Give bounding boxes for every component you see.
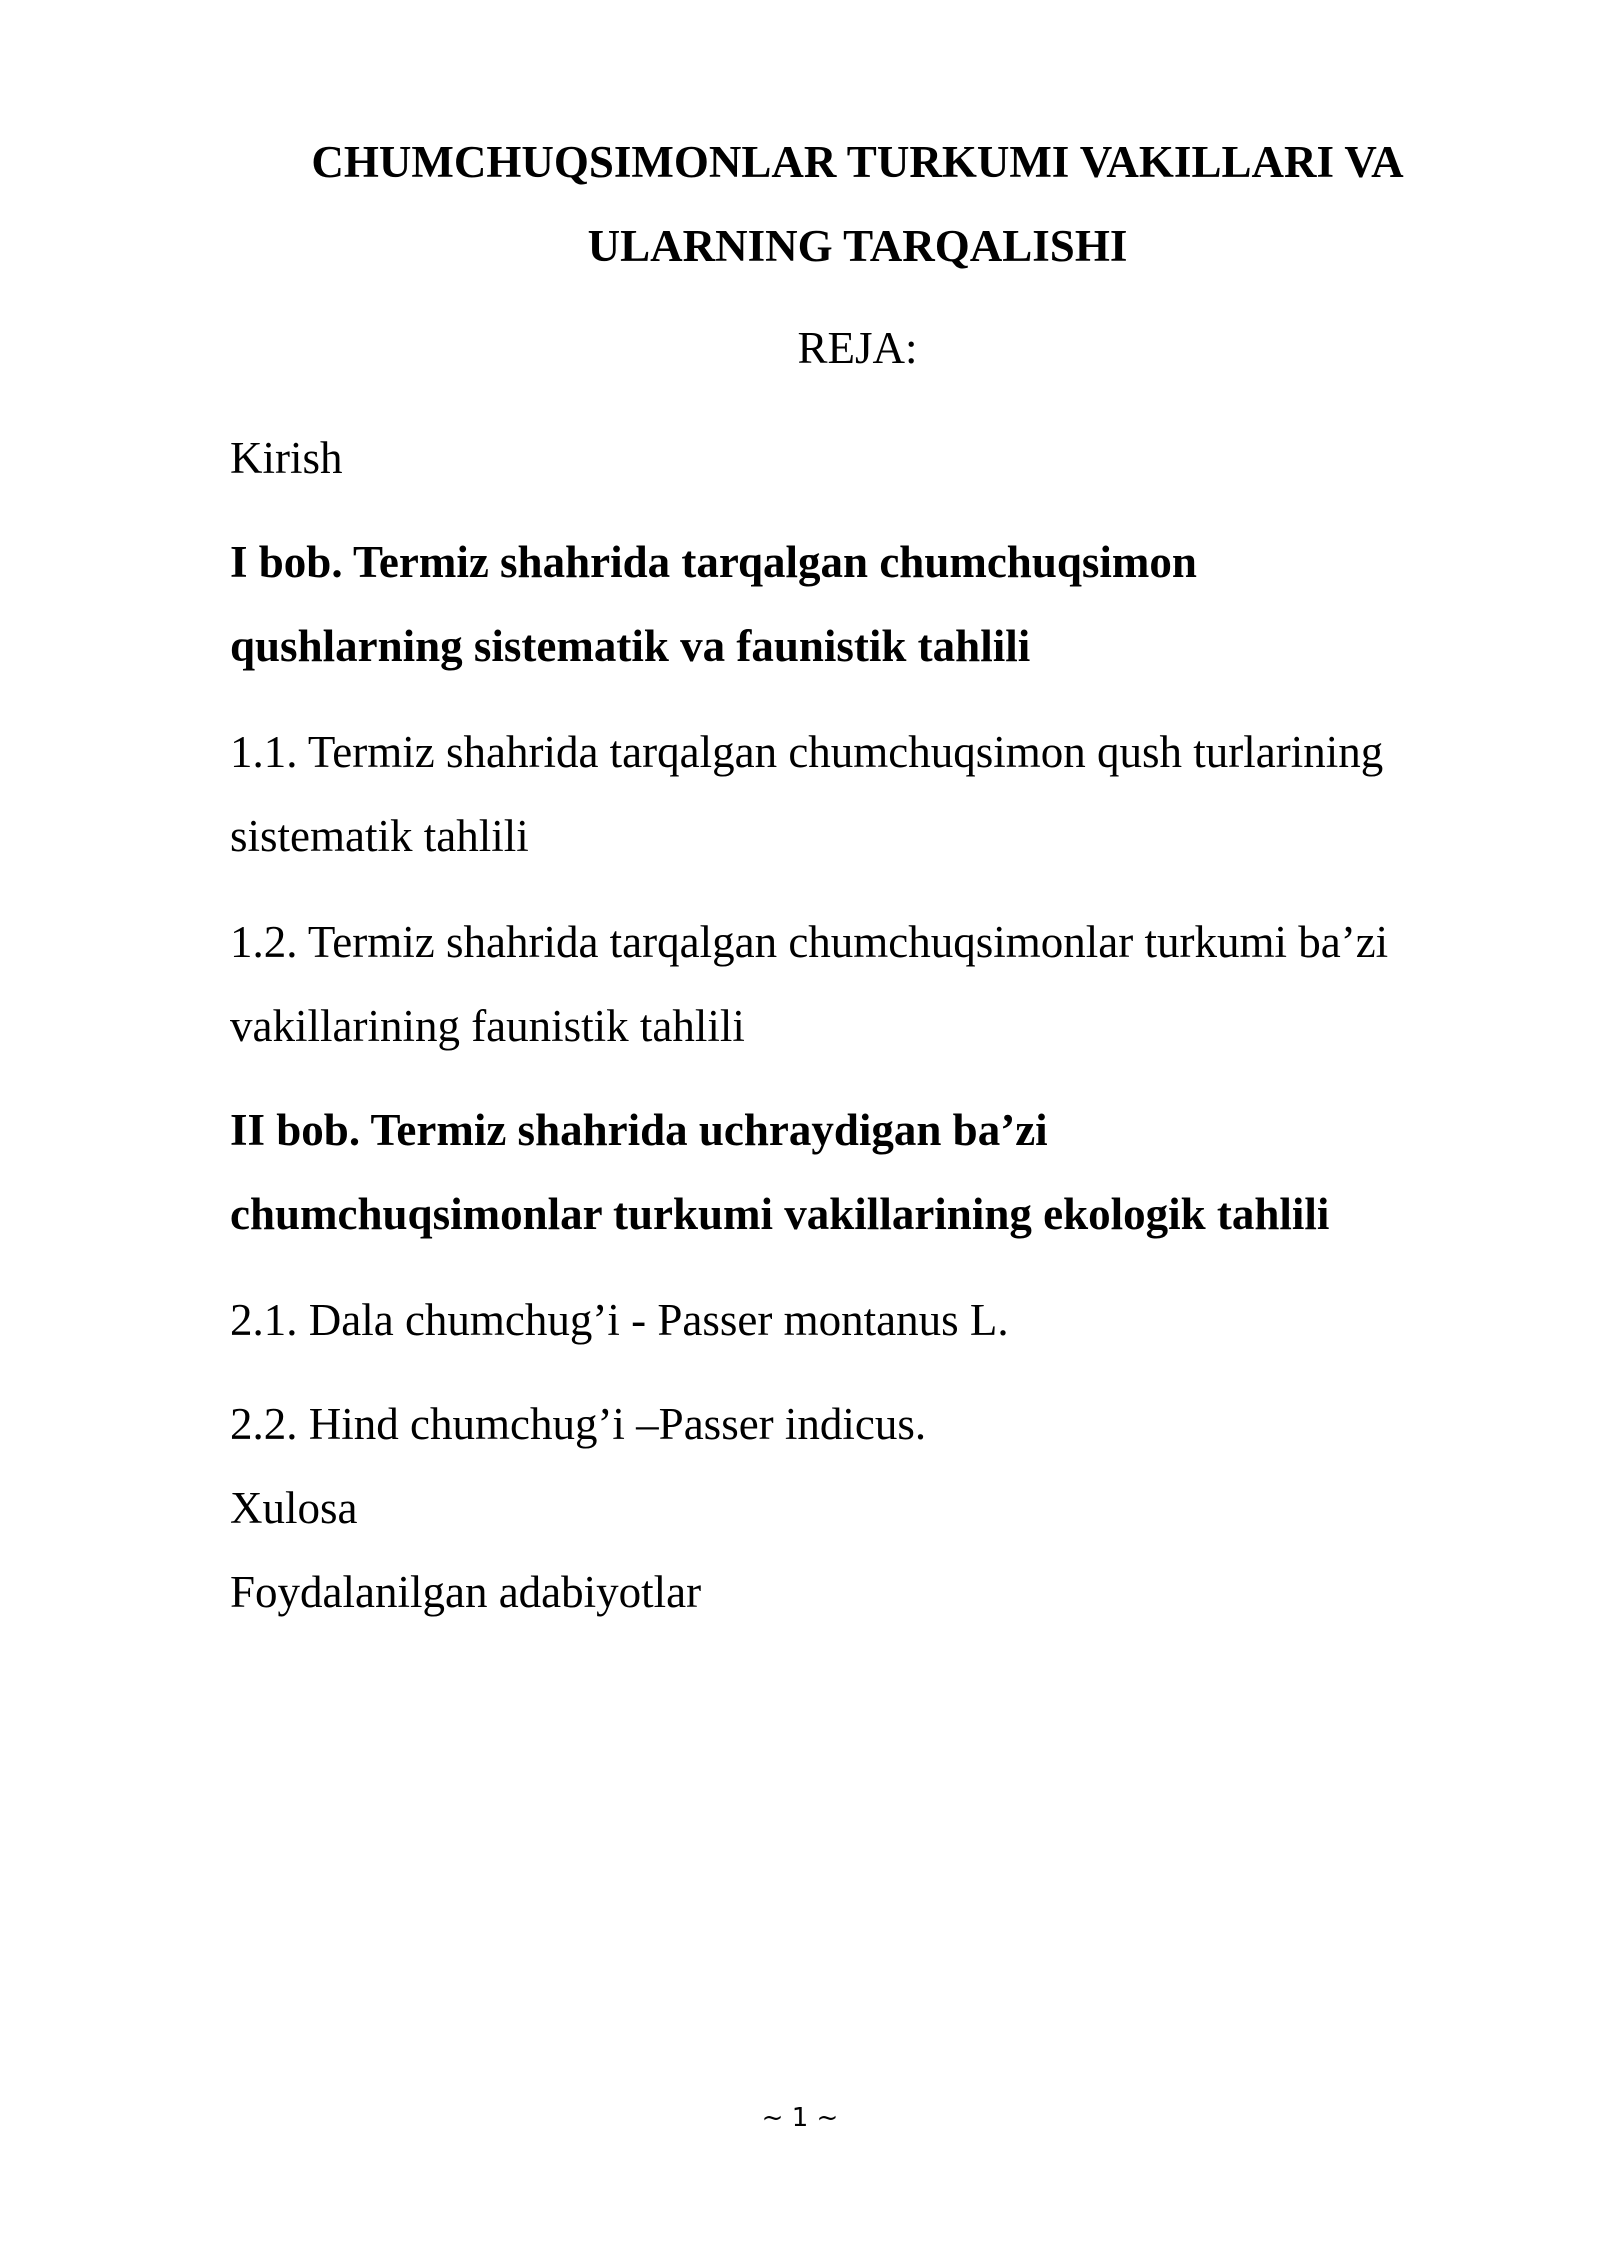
toc-section-1-2-line-2: vakillarining faunistik tahlili bbox=[230, 1001, 745, 1051]
title-line-2: ULARNING TARQALISHI bbox=[587, 221, 1128, 271]
toc-conclusion: Xulosa bbox=[230, 1483, 358, 1533]
toc-chapter-2-line-1: II bob. Termiz shahrida uchraydigan ba’zi bbox=[230, 1105, 1048, 1155]
toc-section-1-1-line-2: sistematik tahlili bbox=[230, 811, 529, 861]
toc-section-2-2: 2.2. Hind chumchug’i –Passer indicus. bbox=[230, 1399, 927, 1449]
toc-chapter-2-line-2: chumchuqsimonlar turkumi vakillarining ekologik tahlili bbox=[230, 1189, 1330, 1239]
toc-intro: Kirish bbox=[230, 433, 343, 483]
toc-references: Foydalanilgan adabiyotlar bbox=[230, 1567, 702, 1617]
page-number: ~ 1 ~ bbox=[761, 2103, 839, 2133]
title-line-1: CHUMCHUQSIMONLAR TURKUMI VAKILLARI VA bbox=[311, 137, 1404, 187]
toc-chapter-1-line-1: I bob. Termiz shahrida tarqalgan chumchuqsimon bbox=[230, 537, 1197, 587]
toc-chapter-1-line-2: qushlarning sistematik va faunistik tahlili bbox=[230, 621, 1031, 671]
document-title bbox=[230, 120, 1485, 288]
toc-section-1-1-line-1: 1.1. Termiz shahrida tarqalgan chumchuqsimon qush turlarining bbox=[230, 727, 1384, 777]
plan-heading: REJA: bbox=[797, 323, 918, 373]
toc-section-1-2-line-1: 1.2. Termiz shahrida tarqalgan chumchuqsimonlar turkumi ba’zi bbox=[230, 917, 1389, 967]
toc-section-2-1: 2.1. Dala chumchug’i - Passer montanus L. bbox=[230, 1295, 1009, 1345]
